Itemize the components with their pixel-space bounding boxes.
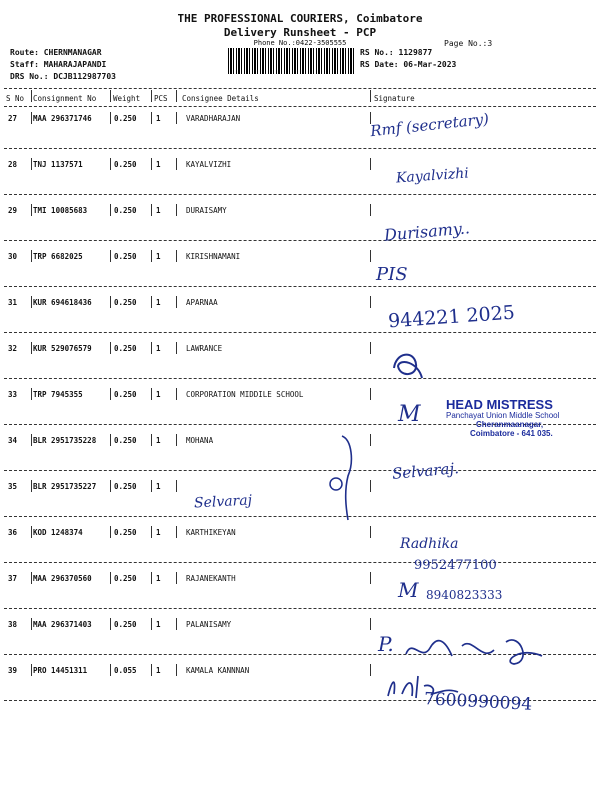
column-separator <box>110 388 111 400</box>
column-separator <box>176 434 177 446</box>
header-divider <box>4 88 596 89</box>
cell-weight: 0.250 <box>114 390 137 399</box>
table-row <box>0 114 600 160</box>
column-separator <box>31 158 32 170</box>
column-separator <box>370 388 371 400</box>
column-header-sno: S No <box>6 94 25 103</box>
cell-sno: 28 <box>8 160 18 169</box>
column-separator <box>370 664 371 676</box>
table-row <box>0 160 600 206</box>
cell-weight: 0.250 <box>114 160 137 169</box>
cell-sno: 34 <box>8 436 18 445</box>
column-separator <box>110 250 111 262</box>
column-separator <box>31 204 32 216</box>
column-separator <box>151 250 152 262</box>
cell-weight: 0.250 <box>114 574 137 583</box>
cell-consignment-no: TRP 7945355 <box>33 390 83 399</box>
column-separator <box>31 618 32 630</box>
cell-sno: 31 <box>8 298 18 307</box>
column-separator <box>370 204 371 216</box>
column-separator <box>31 296 32 308</box>
column-separator <box>176 250 177 262</box>
table-row <box>0 252 600 298</box>
cell-pcs: 1 <box>156 344 161 353</box>
cell-weight: 0.250 <box>114 436 137 445</box>
row-divider <box>4 194 596 195</box>
cell-pcs: 1 <box>156 252 161 261</box>
column-separator <box>370 296 371 308</box>
column-separator <box>370 480 371 492</box>
column-separator <box>370 90 371 102</box>
column-separator <box>110 526 111 538</box>
signature-34-35-stroke <box>322 432 366 524</box>
column-separator <box>151 664 152 676</box>
cell-sno: 39 <box>8 666 18 675</box>
cell-consignee: KARTHIKEYAN <box>186 528 236 537</box>
column-separator <box>110 112 111 124</box>
column-separator <box>110 296 111 308</box>
row-divider <box>4 286 596 287</box>
head-mistress-stamp <box>446 398 559 439</box>
row-divider <box>4 148 596 149</box>
column-separator <box>176 112 177 124</box>
signature-32-scribble <box>388 348 428 382</box>
column-separator <box>151 90 152 102</box>
cell-weight: 0.250 <box>114 344 137 353</box>
cell-sno: 36 <box>8 528 18 537</box>
column-separator <box>31 664 32 676</box>
column-separator <box>370 250 371 262</box>
barcode <box>228 48 356 74</box>
column-separator <box>151 572 152 584</box>
cell-pcs: 1 <box>156 206 161 215</box>
cell-sno: 32 <box>8 344 18 353</box>
cell-pcs: 1 <box>156 114 161 123</box>
column-separator <box>31 434 32 446</box>
column-separator <box>110 618 111 630</box>
column-separator <box>151 204 152 216</box>
cell-consignment-no: TMI 10085683 <box>33 206 88 215</box>
signature-37: 8940823333 <box>426 588 503 602</box>
cell-pcs: 1 <box>156 620 161 629</box>
cell-consignee: APARNAA <box>186 298 218 307</box>
column-separator <box>151 618 152 630</box>
cell-consignment-no: PRO 14451311 <box>33 666 88 675</box>
cell-sno: 38 <box>8 620 18 629</box>
route: Route: CHERNMANAGAR <box>10 48 102 57</box>
company-title: THE PROFESSIONAL COURIERS, Coimbatore <box>177 12 423 25</box>
signature-38: P. <box>378 632 394 656</box>
cell-pcs: 1 <box>156 528 161 537</box>
column-header-pcs: PCS <box>154 94 168 103</box>
row-divider <box>4 378 596 379</box>
cell-sno: 35 <box>8 482 18 491</box>
signature-29: Durisamy.. <box>383 218 471 245</box>
row-divider <box>4 516 596 517</box>
column-separator <box>176 342 177 354</box>
cell-consignee: KIRISHNAMANI <box>186 252 241 261</box>
cell-weight: 0.055 <box>114 666 137 675</box>
stamp-line-1: HEAD MISTRESS <box>446 397 553 412</box>
cell-consignment-no: BLR 2951735227 <box>33 482 97 491</box>
column-separator <box>176 90 177 102</box>
signature-35: Selvaraj <box>193 492 253 512</box>
cell-consignment-no: KOD 1248374 <box>33 528 83 537</box>
cell-weight: 0.250 <box>114 114 137 123</box>
column-separator <box>151 158 152 170</box>
cell-weight: 0.250 <box>114 252 137 261</box>
column-header-weight: Weight <box>113 94 141 103</box>
table-row <box>0 528 600 574</box>
table-row <box>0 574 600 620</box>
column-separator <box>151 388 152 400</box>
signature-36-phone: 9952477100 <box>414 558 497 573</box>
column-separator <box>176 664 177 676</box>
column-separator <box>151 342 152 354</box>
page-number: Page No.:3 <box>444 39 493 48</box>
cell-consignee: KAMALA KANNNAN <box>186 666 250 675</box>
column-separator <box>176 526 177 538</box>
cell-sno: 30 <box>8 252 18 261</box>
cell-pcs: 1 <box>156 390 161 399</box>
cell-pcs: 1 <box>156 160 161 169</box>
cell-weight: 0.250 <box>114 482 137 491</box>
column-separator <box>151 526 152 538</box>
cell-sno: 27 <box>8 114 18 123</box>
stamp-line-3: Cheranmaanagar, <box>476 420 544 430</box>
header-divider <box>4 106 596 107</box>
signature-31: 944221 2025 <box>387 301 516 333</box>
column-separator <box>31 388 32 400</box>
cell-pcs: 1 <box>156 482 161 491</box>
cell-consignee: KAYALVIZHI <box>186 160 232 169</box>
sheet-title: Delivery Runsheet - PCP <box>223 26 377 39</box>
column-separator <box>370 434 371 446</box>
cell-sno: 33 <box>8 390 18 399</box>
column-separator <box>176 296 177 308</box>
table-row <box>0 436 600 482</box>
signature-33: M <box>398 402 421 427</box>
column-separator <box>110 342 111 354</box>
cell-consignment-no: KUR 529076579 <box>33 344 92 353</box>
cell-consignment-no: TRP 6682025 <box>33 252 83 261</box>
column-separator <box>176 480 177 492</box>
column-separator <box>110 158 111 170</box>
column-separator <box>31 480 32 492</box>
column-separator <box>370 158 371 170</box>
cell-sno: 29 <box>8 206 18 215</box>
column-separator <box>176 158 177 170</box>
cell-weight: 0.250 <box>114 620 137 629</box>
staff: Staff: MAHARAJAPANDI <box>10 60 107 69</box>
column-separator <box>110 572 111 584</box>
cell-weight: 0.250 <box>114 528 137 537</box>
column-separator <box>176 618 177 630</box>
cell-consignment-no: BLR 2951735228 <box>33 436 97 445</box>
row-divider <box>4 240 596 241</box>
column-separator <box>110 480 111 492</box>
cell-consignment-no: KUR 694618436 <box>33 298 92 307</box>
cell-consignee: VARADHARAJAN <box>186 114 241 123</box>
column-separator <box>31 250 32 262</box>
column-separator <box>370 618 371 630</box>
signature-34: Selvaraj. <box>391 459 460 483</box>
row-divider <box>4 470 596 471</box>
column-separator <box>176 572 177 584</box>
column-separator <box>31 572 32 584</box>
signature-36-name: Radhika <box>400 536 459 552</box>
signature-37-mark: M <box>398 578 419 602</box>
cell-consignment-no: TNJ 1137571 <box>33 160 83 169</box>
table-row <box>0 482 600 528</box>
column-separator <box>151 296 152 308</box>
cell-consignee: PALANISAMY <box>186 620 232 629</box>
signature-28: Kayalvizhi <box>395 165 470 187</box>
phone-number: Phone No.:0422-3505555 <box>253 39 347 47</box>
column-separator <box>31 342 32 354</box>
column-separator <box>151 434 152 446</box>
column-separator <box>370 572 371 584</box>
table-row <box>0 206 600 252</box>
cell-pcs: 1 <box>156 436 161 445</box>
stamp-line-2: Panchayat Union Middle School <box>446 411 560 421</box>
signature-27: Rmf (secretary) <box>369 109 490 141</box>
signature-39: 7600990094 <box>423 689 533 715</box>
row-divider <box>4 332 596 333</box>
row-divider <box>4 562 596 563</box>
column-separator <box>151 480 152 492</box>
column-separator <box>110 204 111 216</box>
column-header-consignment: Consignment No <box>33 94 97 103</box>
cell-consignee: CORPORATION MIDDILE SCHOOL <box>186 390 304 399</box>
column-separator <box>176 204 177 216</box>
column-separator <box>110 90 111 102</box>
column-header-consignee: Consignee Details <box>182 94 259 103</box>
column-header-signature: Signature <box>374 94 415 103</box>
cell-pcs: 1 <box>156 298 161 307</box>
drs-number: DRS No.: DCJB112987703 <box>10 72 116 81</box>
cell-sno: 37 <box>8 574 18 583</box>
column-separator <box>31 90 32 102</box>
column-separator <box>176 388 177 400</box>
cell-consignee: RAJANEKANTH <box>186 574 236 583</box>
cell-pcs: 1 <box>156 574 161 583</box>
signature-30: PIS <box>376 264 408 285</box>
column-separator <box>110 434 111 446</box>
row-divider <box>4 608 596 609</box>
cell-consignee: DURAISAMY <box>186 206 227 215</box>
cell-consignment-no: MAA 296370560 <box>33 574 92 583</box>
cell-weight: 0.250 <box>114 206 137 215</box>
column-separator <box>31 526 32 538</box>
column-separator <box>151 112 152 124</box>
rs-date: RS Date: 06-Mar-2023 <box>360 60 457 69</box>
column-separator <box>370 526 371 538</box>
cell-consignee: MOHANA <box>186 436 214 445</box>
table-row <box>0 344 600 390</box>
cell-consignee: LAWRANCE <box>186 344 223 353</box>
cell-weight: 0.250 <box>114 298 137 307</box>
column-separator <box>31 112 32 124</box>
rs-number: RS No.: 1129877 <box>360 48 433 57</box>
column-separator <box>110 664 111 676</box>
column-separator <box>370 342 371 354</box>
signature-38-script <box>402 632 552 672</box>
cell-pcs: 1 <box>156 666 161 675</box>
stamp-line-4: Coimbatore - 641 035. <box>470 428 553 438</box>
cell-consignment-no: MAA 296371403 <box>33 620 92 629</box>
cell-consignment-no: MAA 296371746 <box>33 114 92 123</box>
